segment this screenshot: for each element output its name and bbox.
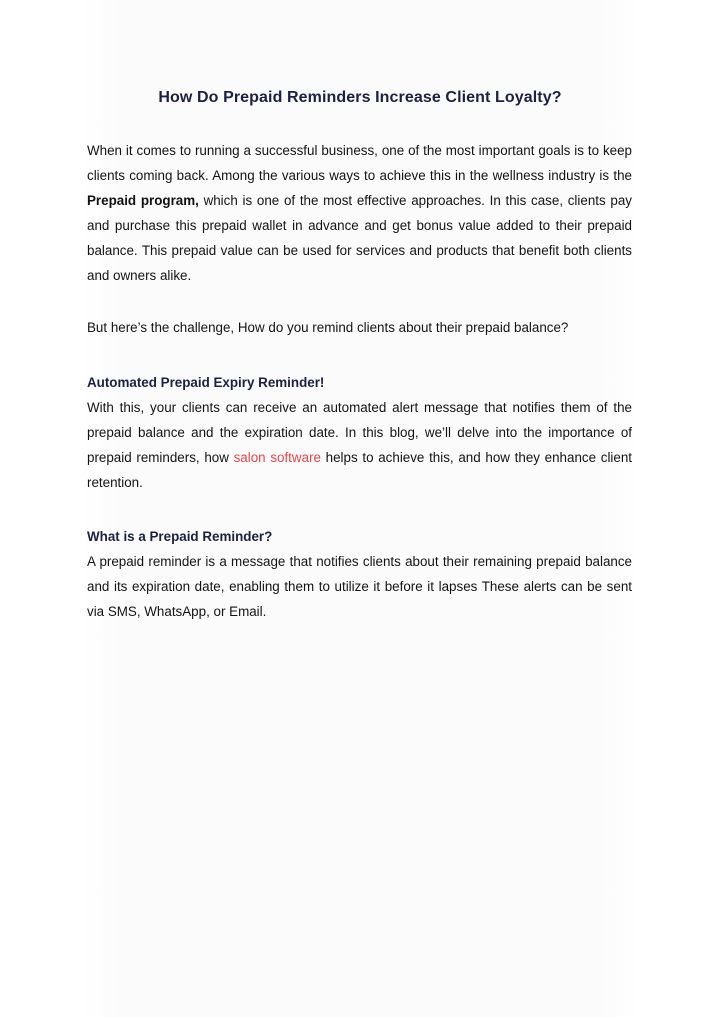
automated-reminder-paragraph [87, 395, 632, 495]
intro-text-start: When it comes to running a successful business, one of the most important goals is to keep clients coming back. Among the various ways to achieve this in the wellness industry is the [87, 143, 632, 183]
prepaid-reminder-definition-paragraph: A prepaid reminder is a message that notifies clients about their remaining prepaid balance and its expiration date, enabling them to utilize it before it lapses These alerts can be sent via SMS, WhatsApp, or Email. [87, 554, 632, 619]
challenge-paragraph: But here’s the challenge, How do you remind clients about their prepaid balance? [87, 320, 569, 335]
section-heading-automated-reminder: Automated Prepaid Expiry Reminder! [87, 375, 325, 390]
document-title: How Do Prepaid Reminders Increase Client Loyalty? [158, 89, 562, 106]
salon-software-link[interactable]: salon software [233, 450, 321, 465]
intro-bold-phrase: Prepaid program, [87, 193, 199, 208]
automated-reminder-text-end: helps to achieve this, and how they enhance client retention. [87, 450, 633, 490]
intro-text-end: which is one of the most effective approaches. In this case, clients pay and purchase this prepaid wallet in advance and get bonus value added to their prepaid balance. This prepaid value can be used for services and products that benefit both clients and owners alike. [87, 193, 632, 283]
automated-reminder-text-start: With this, your clients can receive an automated alert message that notifies them of the prepaid balance and the expiration date. In this blog, we’ll delve into the importance of prepaid reminders, how [87, 400, 632, 465]
intro-paragraph [87, 138, 632, 288]
section-heading-what-is-prepaid-reminder: What is a Prepaid Reminder? [87, 529, 273, 544]
